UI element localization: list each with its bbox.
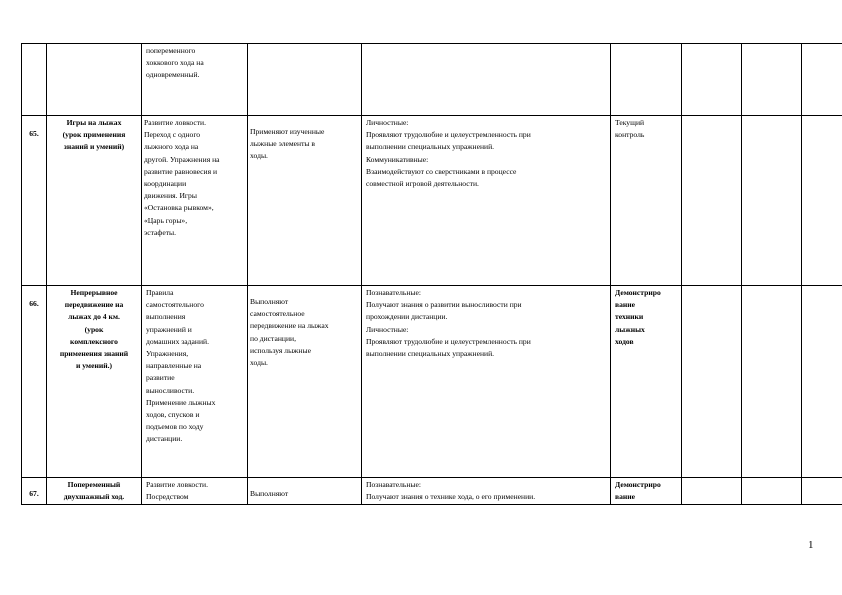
results-line: Коммуникативные:	[366, 154, 429, 164]
control-type-cell	[611, 44, 682, 116]
results-line: Получают знания о технике хода, о его применении.	[366, 492, 536, 502]
content-line: направленные на	[146, 361, 202, 371]
extra-cell-3	[802, 286, 842, 478]
results-line: Взаимодействуют со сверстниками в процессе	[366, 166, 517, 176]
content-line: упражнений и	[146, 324, 192, 334]
content-line: другой. Упражнения на	[144, 154, 220, 164]
content-line: Применение лыжных	[146, 397, 216, 407]
content-line: «Царь горы»,	[144, 215, 188, 225]
topic-line: знаний и умений)	[63, 142, 125, 152]
content-line: эстафеты.	[144, 227, 177, 237]
content-line: развитие равновесия и	[144, 166, 218, 176]
student-activity-cell	[248, 478, 362, 505]
content-line: ходов, спусков и	[146, 410, 200, 420]
activity-line: ходы.	[250, 358, 268, 368]
content-line: дистанции.	[146, 434, 183, 444]
extra-cell-1	[682, 478, 742, 505]
content-line: самостоятельного	[146, 300, 204, 310]
results-line: Личностные:	[366, 118, 409, 127]
results-line: Проявляют трудолюбие и целеустремленность при	[366, 130, 531, 140]
control-line: ходов	[615, 336, 634, 346]
results-line: Проявляют трудолюбие и целеустремленность при	[366, 336, 531, 346]
extra-cell-3	[802, 44, 842, 116]
content-line: лыжного хода на	[144, 142, 199, 152]
activity-line: используя лыжные	[250, 345, 311, 355]
student-activity-cell	[248, 286, 362, 478]
control-line: контроль	[615, 130, 645, 140]
extra-cell-1	[682, 286, 742, 478]
control-type-cell	[611, 478, 682, 505]
content-line: Правила	[146, 288, 174, 297]
control-line: лыжных	[615, 324, 645, 334]
activity-line: передвижение на лыжах	[250, 321, 329, 331]
extra-cell-1	[682, 44, 742, 116]
topic-line: Попеременный	[67, 480, 121, 489]
control-line: вание	[615, 300, 636, 310]
topic-line: Непрерывное	[70, 288, 118, 297]
results-line: совместной игровой деятельности.	[366, 179, 479, 189]
lesson-content-cell	[142, 478, 248, 505]
control-line: Демонстриро	[615, 480, 661, 489]
topic-line: комплексного	[70, 336, 118, 346]
content-line: развитие	[146, 373, 175, 383]
lesson-number-cell: 66.	[22, 286, 47, 478]
lesson-topic-cell	[47, 116, 142, 286]
control-line: Текущий	[615, 118, 645, 127]
planned-results-cell	[362, 478, 611, 505]
student-activity-cell	[248, 116, 362, 286]
control-line: Демонстриро	[615, 288, 661, 297]
content-line: подъемов по ходу	[146, 422, 204, 432]
content-line: Посредством	[146, 492, 189, 502]
table-row	[22, 116, 842, 286]
topic-line: лыжах до 4 км.	[68, 312, 120, 322]
results-line: Личностные:	[366, 324, 409, 334]
content-line: Развитие ловкости.	[146, 480, 209, 489]
extra-cell-1	[682, 116, 742, 286]
content-line: домашних заданий.	[146, 336, 210, 346]
table-body	[22, 44, 842, 505]
extra-cell-2	[742, 116, 802, 286]
lesson-topic-cell	[47, 478, 142, 505]
content-line: движения. Игры	[144, 191, 197, 201]
topic-line: двухшажный ход.	[63, 492, 125, 502]
activity-line: Применяют изученные	[250, 127, 325, 136]
content-line: «Остановка рывком»,	[144, 203, 214, 213]
results-line: выполнении специальных упражнений.	[366, 142, 495, 152]
student-activity-cell	[248, 44, 362, 116]
content-line: хоккового хода на	[146, 58, 204, 68]
activity-line: по дистанции,	[250, 333, 296, 343]
table-row	[22, 478, 842, 505]
lesson-content-cell	[142, 44, 248, 116]
activity-line: Выполняют	[250, 489, 289, 498]
extra-cell-3	[802, 116, 842, 286]
activity-line: ходы.	[250, 151, 268, 161]
results-line: Познавательные:	[366, 480, 421, 489]
results-line: Получают знания о развитии выносливости при	[366, 300, 522, 310]
lesson-number-cell	[22, 44, 47, 116]
topic-line: (урок применения	[62, 130, 126, 140]
planned-results-cell	[362, 44, 611, 116]
table-row	[22, 44, 842, 116]
control-type-cell	[611, 286, 682, 478]
control-type-cell	[611, 116, 682, 286]
content-line: координации	[144, 179, 187, 189]
content-line: попеременного	[146, 46, 196, 55]
results-line: Познавательные:	[366, 288, 421, 297]
lesson-topic-cell	[47, 44, 142, 116]
content-line: Развитие ловкости.	[144, 118, 207, 127]
page-number: 1	[808, 539, 814, 551]
extra-cell-3	[802, 478, 842, 505]
table-row	[22, 286, 842, 478]
activity-line: самостоятельное	[250, 309, 305, 319]
extra-cell-2	[742, 286, 802, 478]
extra-cell-2	[742, 44, 802, 116]
topic-line: (урок	[84, 324, 104, 334]
lesson-plan-table	[21, 43, 842, 505]
activity-line: лыжные элементы в	[250, 139, 315, 149]
content-line: одновременный.	[146, 70, 200, 80]
content-line: Упражнения,	[146, 349, 189, 359]
lesson-content-cell	[142, 116, 248, 286]
planned-results-cell	[362, 286, 611, 478]
extra-cell-2	[742, 478, 802, 505]
results-line: прохождении дистанции.	[366, 312, 448, 322]
lesson-number-cell: 65.	[22, 116, 47, 286]
topic-line: Игры на лыжах	[66, 118, 122, 127]
activity-line: Выполняют	[250, 297, 289, 306]
lesson-topic-cell	[47, 286, 142, 478]
results-line: выполнении специальных упражнений.	[366, 349, 495, 359]
control-line: вание	[615, 492, 636, 502]
content-line: Переход с одного	[144, 130, 201, 140]
topic-line: и умений.)	[75, 361, 113, 371]
lesson-content-cell	[142, 286, 248, 478]
planned-results-cell	[362, 116, 611, 286]
topic-line: применения знаний	[59, 349, 129, 359]
control-line: техники	[615, 312, 644, 322]
content-line: выполнения	[146, 312, 186, 322]
lesson-number-cell: 67.	[22, 478, 47, 505]
content-line: выносливости.	[146, 385, 195, 395]
topic-line: передвижение на	[64, 300, 124, 310]
